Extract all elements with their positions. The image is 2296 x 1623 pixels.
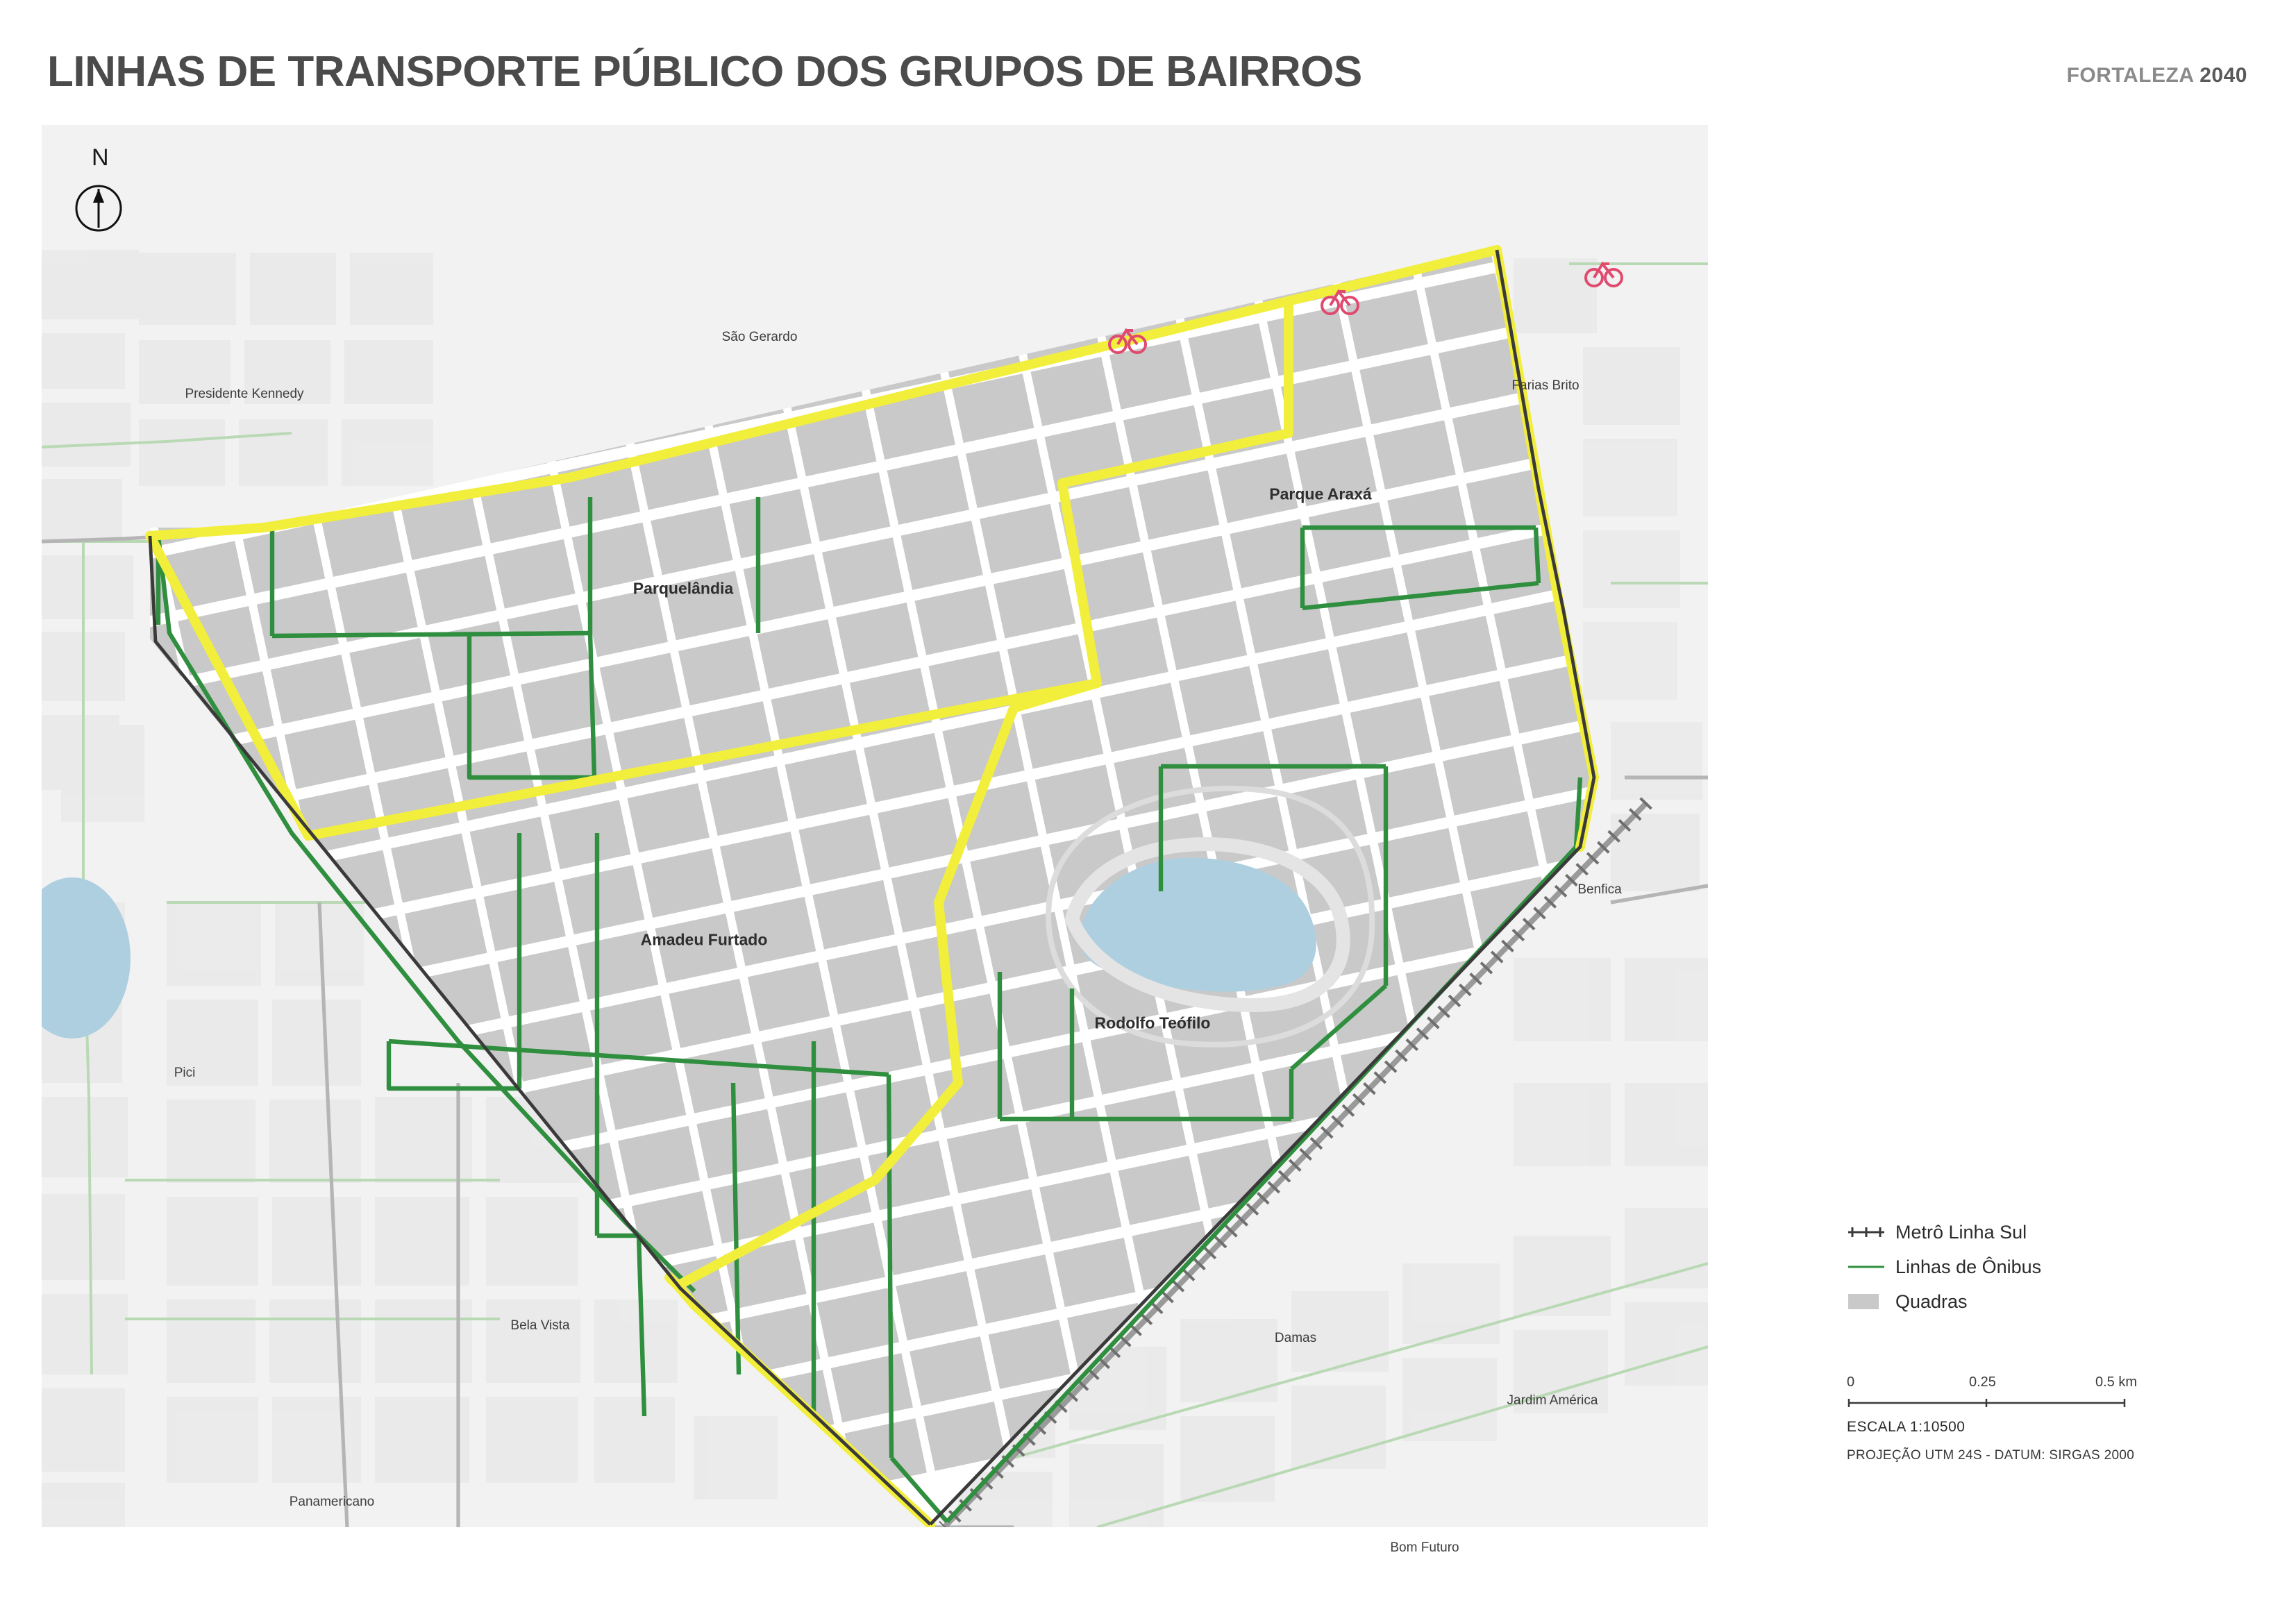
neighborhood-label: Parquelândia	[632, 579, 734, 598]
neighborhood-label: Parque Araxá	[1269, 485, 1372, 503]
legend-item-bus	[1847, 1250, 2236, 1284]
neighborhood-label: Bom Futuro	[1390, 1540, 1459, 1555]
legend-item-metro	[1847, 1215, 2236, 1250]
water-body-west	[14, 877, 131, 1038]
neighborhood-label: Panamericano	[289, 1495, 375, 1509]
scale-caption: ESCALA 1:10500	[1847, 1419, 1966, 1435]
neighborhood-label: Benfica	[1577, 882, 1622, 897]
scale-bar	[1847, 1374, 2173, 1463]
map-canvas[interactable]	[42, 125, 1708, 1555]
neighborhood-label: Farias Brito	[1511, 378, 1579, 393]
north-letter-text: N	[92, 144, 109, 171]
page-header	[0, 0, 2296, 125]
brand-label	[2067, 64, 2247, 87]
neighborhood-label: Damas	[1274, 1331, 1317, 1345]
projection-caption: PROJEÇÃO UTM 24S - DATUM: SIRGAS 2000	[1847, 1448, 2135, 1463]
neighborhood-label: Presidente Kennedy	[185, 387, 304, 401]
scale-line	[1847, 1398, 2173, 1408]
neighborhood-label: Rodolfo Teófilo	[1094, 1014, 1211, 1032]
neighborhood-label: Bela Vista	[510, 1318, 570, 1333]
legend-label-blocks: Quadras	[1895, 1290, 1968, 1312]
neighborhood-label: São Gerardo	[721, 330, 798, 344]
neighborhood-label: Jardim América	[1507, 1393, 1598, 1408]
legend-label-bus: Linhas de Ônibus	[1895, 1256, 2042, 1277]
metro-line-symbol	[1847, 1225, 1895, 1239]
scale-tick-2: 0.5 km	[2095, 1374, 2138, 1390]
map-graphic	[42, 125, 1708, 1527]
scale-tick-1: 0.25	[1969, 1374, 1996, 1390]
page-title: LINHAS DE TRANSPORTE PÚBLICO DOS GRUPOS DE BAIRROS	[47, 48, 1362, 96]
block-swatch	[1847, 1293, 1895, 1311]
scale-tick-0: 0	[1847, 1374, 1855, 1390]
map-legend	[1847, 1215, 2236, 1319]
bus-line-symbol	[1847, 1260, 1895, 1274]
legend-label-metro: Metrô Linha Sul	[1895, 1221, 2027, 1243]
north-arrow	[56, 139, 139, 243]
brand-year: 2040	[2199, 64, 2247, 87]
neighborhood-label: Amadeu Furtado	[640, 930, 768, 949]
neighborhood-label: Pici	[174, 1066, 196, 1080]
legend-item-blocks	[1847, 1284, 2236, 1319]
brand-city: FORTALEZA	[2066, 64, 2194, 87]
